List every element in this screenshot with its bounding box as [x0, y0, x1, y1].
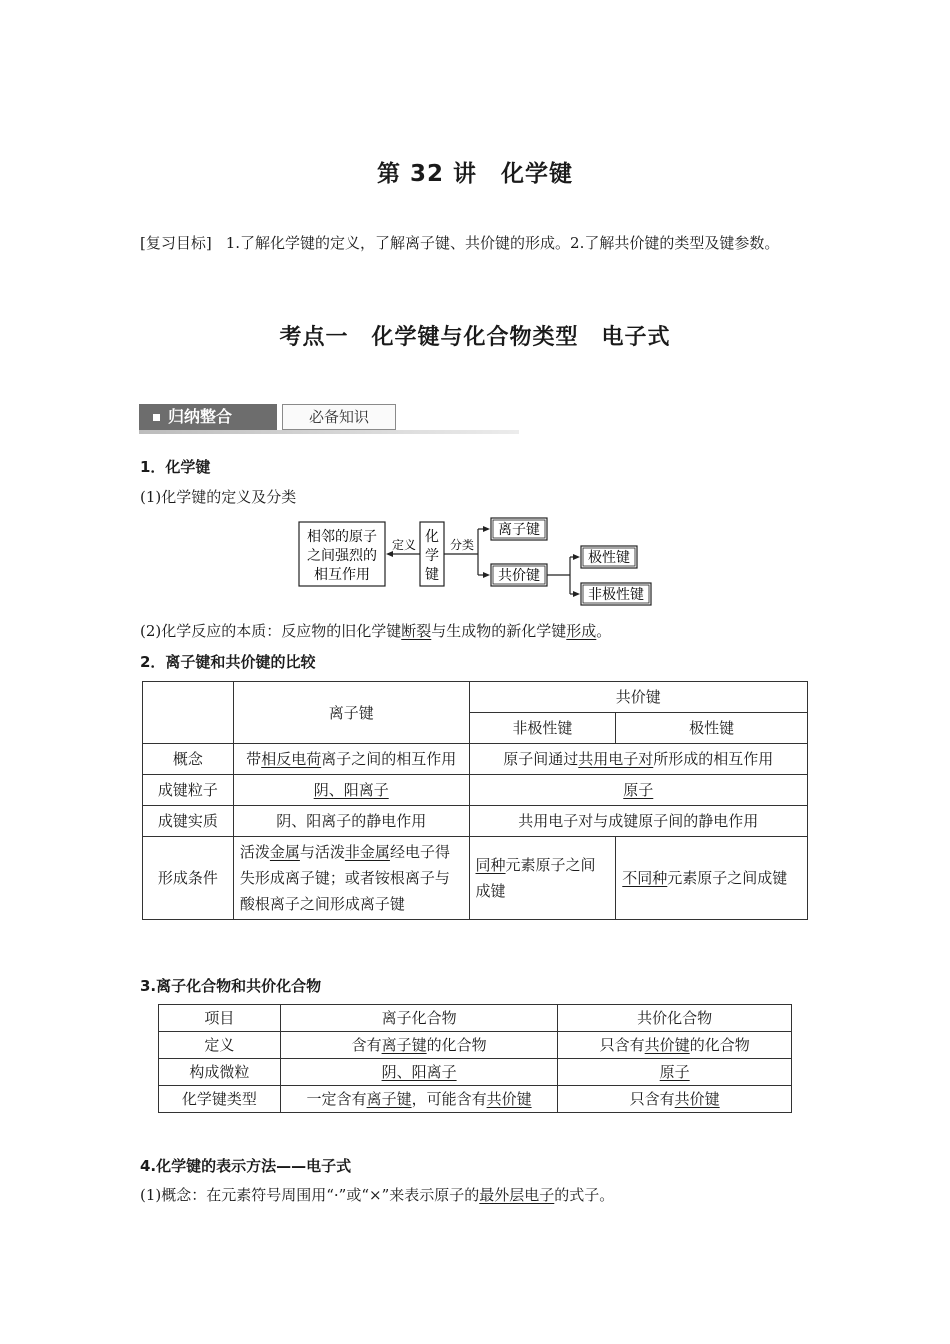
definition-line-1: 相邻的原子: [307, 529, 377, 545]
center-char-3: 键: [425, 567, 439, 583]
cell-covalent-particles: 原子: [558, 1059, 792, 1086]
banner-stripe: [139, 430, 519, 434]
nonpolar-bond-label: 非极性键: [588, 587, 644, 603]
header-polar: 极性键: [616, 713, 808, 744]
header-covalent-compound: 共价化合物: [558, 1005, 792, 1032]
section-banner: [139, 404, 519, 434]
compounds-table: [158, 1004, 792, 1113]
heading-comparison: 2．离子键和共价键的比较: [140, 653, 316, 671]
header-ionic-compound: 离子化合物: [280, 1005, 558, 1032]
answer-form: 形成: [566, 622, 597, 640]
review-goal-tag: [复习目标]: [140, 234, 212, 252]
polar-bond-label: 极性键: [588, 550, 630, 566]
definition-line-2: 之间强烈的: [307, 548, 377, 564]
cell-nonpolar-conditions: 同种元素原子之间成键: [469, 837, 616, 920]
subheading-definition: (1)化学键的定义及分类: [140, 488, 297, 506]
bond-classification-diagram: [290, 512, 670, 612]
cell-covalent-concept: 原子间通过共用电子对所形成的相互作用: [469, 744, 807, 775]
reaction-essence: (2)化学反应的本质：反应物的旧化学键断裂与生成物的新化学键形成。: [140, 622, 612, 640]
definition-label: 定义: [391, 538, 417, 552]
row-label-conditions: 形成条件: [143, 837, 234, 920]
row-label-particles: 成键粒子: [143, 775, 234, 806]
table-corner: [143, 682, 234, 744]
header-ionic: 离子键: [233, 682, 469, 744]
review-goal: [140, 228, 820, 258]
cell-ionic-bond-type: 一定含有离子键，可能含有共价键: [280, 1086, 558, 1113]
classify-label: 分类: [449, 538, 475, 552]
header-covalent: 共价键: [469, 682, 807, 713]
cell-ionic-concept: 带相反电荷离子之间的相互作用: [233, 744, 469, 775]
section-title: 考点一 化学键与化合物类型 电子式: [279, 325, 671, 350]
cell-polar-conditions: 不同种元素原子之间成键: [616, 837, 808, 920]
cell-ionic-definition: 含有离子键的化合物: [280, 1032, 558, 1059]
answer-break: 断裂: [401, 622, 432, 640]
cell-covalent-definition: 只含有共价键的化合物: [558, 1032, 792, 1059]
cell-ionic-essence: 阴、阳离子的静电作用: [233, 806, 469, 837]
covalent-bond-label: 共价键: [498, 568, 540, 584]
review-goal-text: 1.了解化学键的定义，了解离子键、共价键的形成。2.了解共价键的类型及键参数。: [225, 234, 780, 252]
header-nonpolar: 非极性键: [469, 713, 616, 744]
center-char-1: 化: [425, 529, 439, 545]
center-char-2: 学: [425, 548, 439, 564]
electron-formula-concept: (1)概念：在元素符号周围用“·”或“×”来表示原子的最外层电子的式子。: [140, 1186, 615, 1204]
header-item: 项目: [159, 1005, 281, 1032]
heading-chemical-bond: 1．化学键: [140, 458, 211, 476]
page-title: 第 32 讲 化学键: [376, 161, 574, 187]
definition-line-3: 相互作用: [314, 567, 370, 583]
arrow-nonpolar: [573, 591, 580, 597]
banner-label-right: 必备知识: [282, 404, 396, 430]
cell-ionic-particles: 阴、阳离子: [233, 775, 469, 806]
heading-compounds: 3.离子化合物和共价化合物: [140, 977, 322, 995]
ionic-bond-label: 离子键: [498, 522, 540, 538]
square-icon: [153, 414, 160, 421]
answer-outer-electrons: 最外层电子: [479, 1186, 555, 1204]
heading-electron-formula: 4.化学键的表示方法——电子式: [140, 1157, 352, 1175]
arrow-polar: [573, 554, 580, 560]
comparison-table: [142, 681, 808, 920]
cell-ionic-conditions: 活泼金属与活泼非金属经电子得失形成离子键；或者铵根离子与酸根离子之间形成离子键: [233, 837, 469, 920]
row-label-essence: 成键实质: [143, 806, 234, 837]
row-label-bond-type: 化学键类型: [159, 1086, 281, 1113]
row-label-concept: 概念: [143, 744, 234, 775]
arrow-ionic: [483, 526, 490, 532]
cell-covalent-essence: 共用电子对与成键原子间的静电作用: [469, 806, 807, 837]
arrow-covalent: [483, 572, 490, 578]
cell-covalent-particles: 原子: [469, 775, 807, 806]
row-label-definition: 定义: [159, 1032, 281, 1059]
row-label-particles: 构成微粒: [159, 1059, 281, 1086]
banner-label-left: 归纳整合: [139, 404, 277, 430]
cell-covalent-bond-type: 只含有共价键: [558, 1086, 792, 1113]
cell-ionic-particles: 阴、阳离子: [280, 1059, 558, 1086]
